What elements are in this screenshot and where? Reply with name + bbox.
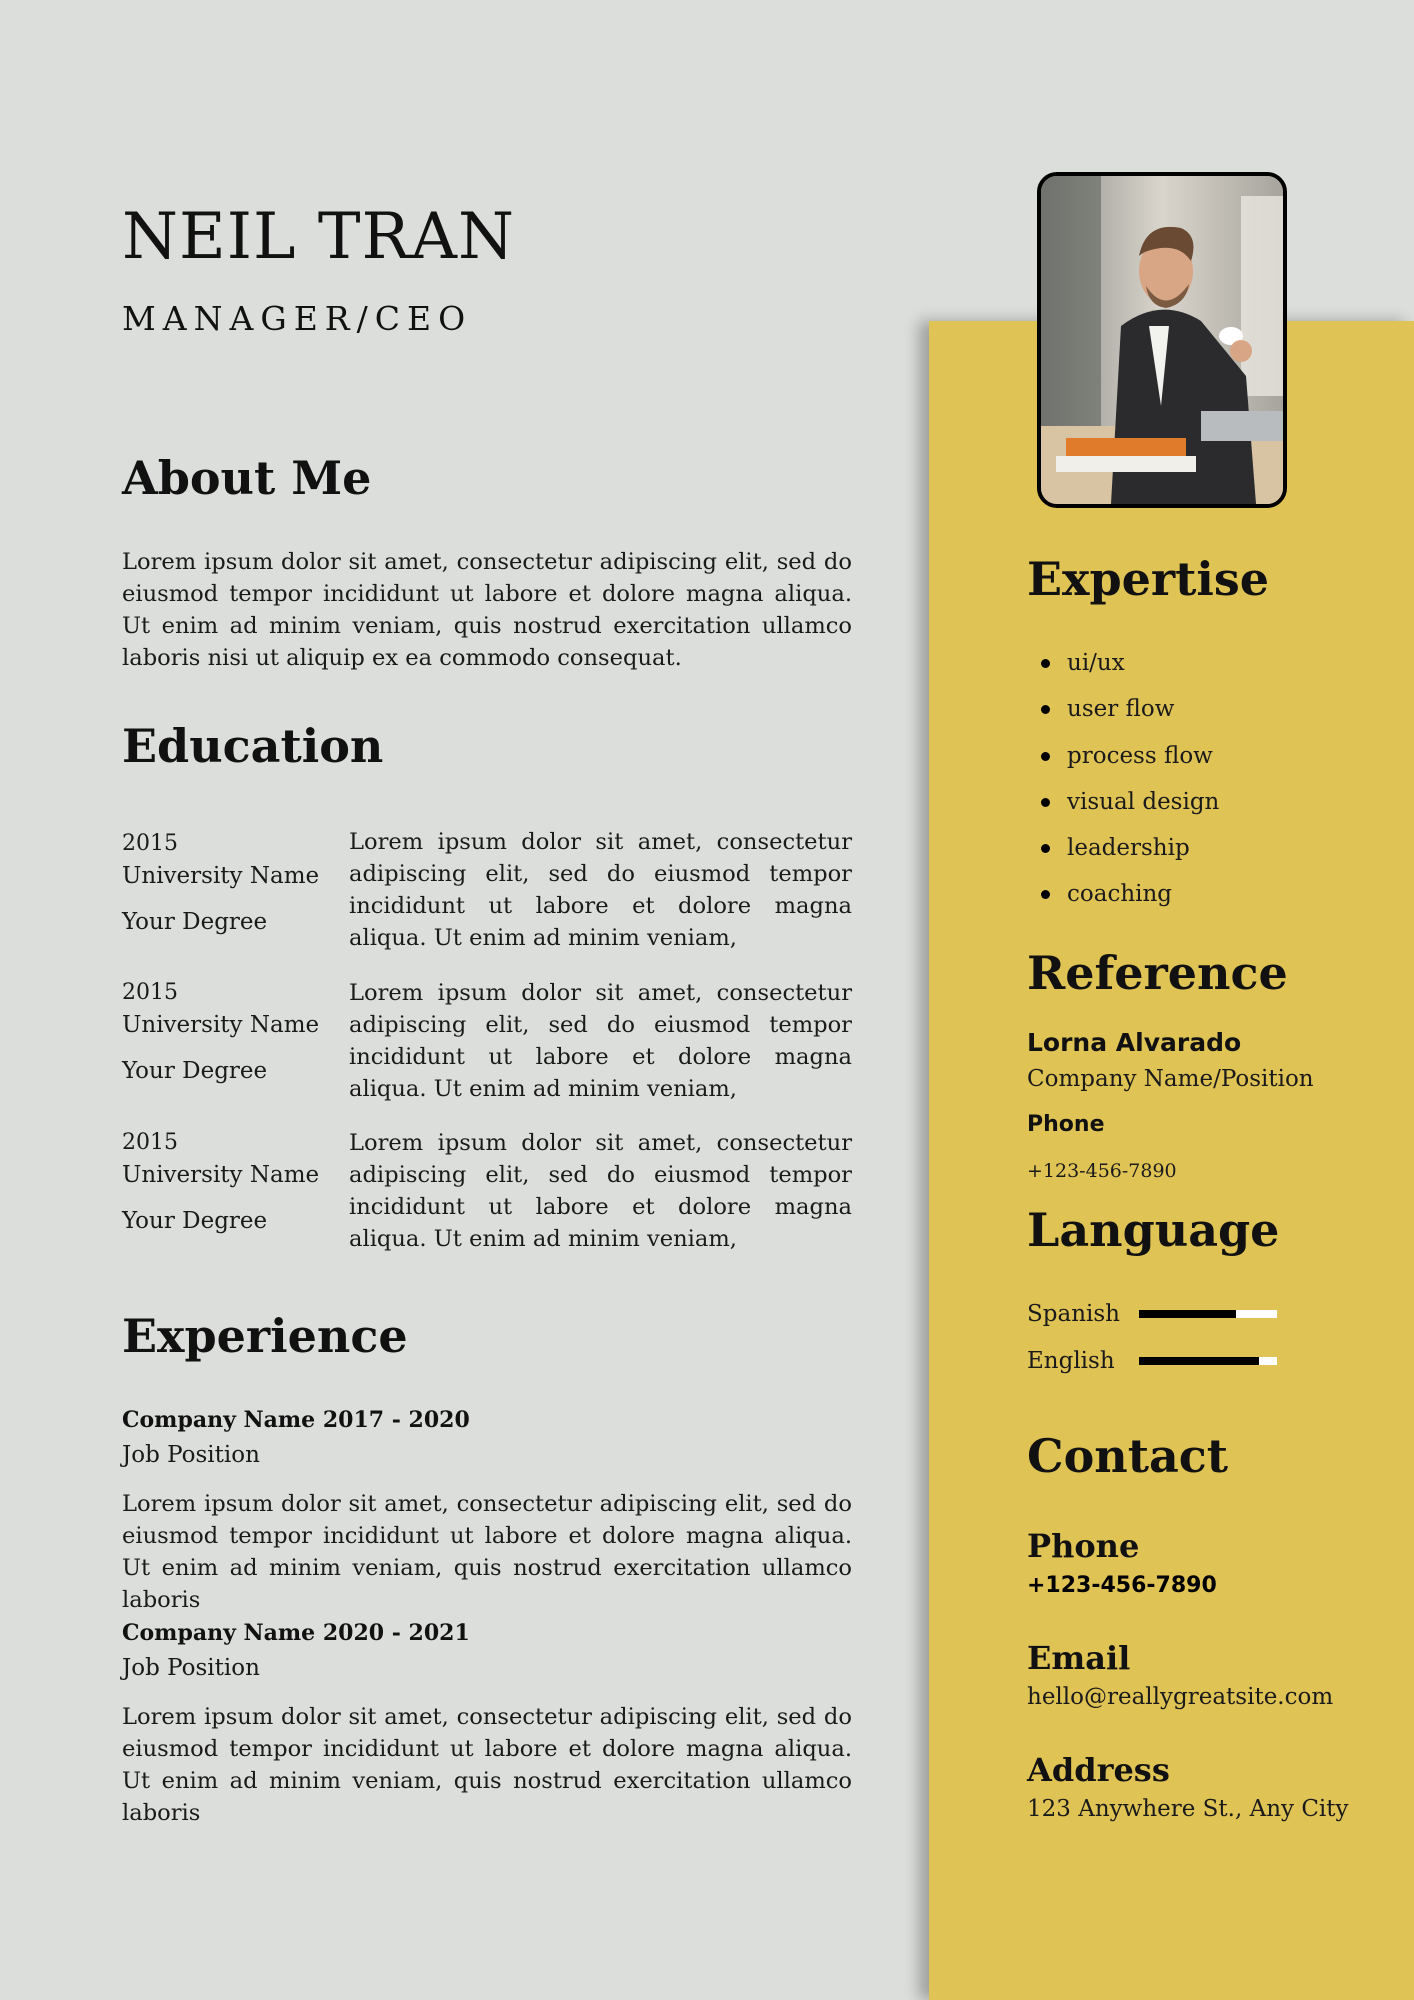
experience-company: Company Name 2020 - 2021 [122, 1620, 470, 1646]
language-name: Spanish [1027, 1301, 1120, 1327]
education-degree: Your Degree [122, 1208, 268, 1234]
experience-title: Experience [122, 1309, 408, 1363]
list-item: process flow [1027, 738, 1219, 784]
reference-company: Company Name/Position [1027, 1066, 1314, 1092]
education-text: Lorem ipsum dolor sit amet, consectetur adipiscing elit, sed do eiusmod tempor incididunt ut labore et dolore magna aliqua. Ut enim ad minim veniam, [349, 980, 852, 1102]
list-item: user flow [1027, 691, 1219, 737]
reference-phone: +123-456-7890 [1027, 1160, 1177, 1182]
education-school: University Name [122, 1162, 320, 1188]
person-role: MANAGER/CEO [122, 299, 473, 338]
experience-position: Job Position [122, 1442, 260, 1468]
list-item: coaching [1027, 876, 1219, 922]
reference-phone-label: Phone [1027, 1112, 1105, 1137]
language-row [1027, 1346, 1287, 1376]
education-degree: Your Degree [122, 1058, 268, 1084]
education-meta [122, 828, 342, 938]
language-row [1027, 1299, 1287, 1329]
language-name: English [1027, 1348, 1115, 1374]
language-level-bar [1139, 1357, 1277, 1365]
person-name: NEIL TRAN [122, 200, 515, 274]
education-school: University Name [122, 863, 320, 889]
about-text: Lorem ipsum dolor sit amet, consectetur adipiscing elit, sed do eiusmod tempor incididunt ut labore et dolore magna aliqua. Ut enim ad minim veniam, quis nostrud exercitation ullamco laboris nisi ut aliquip ex ea commodo consequat. [122, 549, 852, 671]
list-item: ui/ux [1027, 645, 1219, 691]
education-school: University Name [122, 1012, 320, 1038]
education-title: Education [122, 719, 384, 773]
expertise-list [1027, 645, 1219, 923]
education-meta [122, 977, 342, 1087]
experience-text: Lorem ipsum dolor sit amet, consectetur adipiscing elit, sed do eiusmod tempor incididunt ut labore et dolore magna aliqua. Ut enim ad minim veniam, quis nostrud exercitation ullamco laboris [122, 1491, 852, 1613]
education-year: 2015 [122, 980, 178, 1005]
contact-email-label: Email [1027, 1639, 1131, 1677]
contact-phone-label: Phone [1027, 1527, 1140, 1565]
reference-title: Reference [1027, 946, 1288, 1000]
education-degree: Your Degree [122, 909, 268, 935]
profile-photo [1037, 172, 1287, 508]
language-level-bar [1139, 1310, 1277, 1318]
contact-email: hello@reallygreatsite.com [1027, 1684, 1334, 1710]
about-title: About Me [122, 451, 372, 505]
contact-address: 123 Anywhere St., Any City [1027, 1796, 1349, 1822]
language-title: Language [1027, 1203, 1280, 1257]
education-text: Lorem ipsum dolor sit amet, consectetur adipiscing elit, sed do eiusmod tempor incididunt ut labore et dolore magna aliqua. Ut enim ad minim veniam, [349, 829, 852, 951]
experience-company: Company Name 2017 - 2020 [122, 1407, 470, 1433]
education-year: 2015 [122, 1130, 178, 1155]
list-item: visual design [1027, 784, 1219, 830]
expertise-title: Expertise [1027, 552, 1270, 606]
list-item: leadership [1027, 830, 1219, 876]
experience-text: Lorem ipsum dolor sit amet, consectetur adipiscing elit, sed do eiusmod tempor incididunt ut labore et dolore magna aliqua. Ut enim ad minim veniam, quis nostrud exercitation ullamco laboris [122, 1704, 852, 1826]
reference-name: Lorna Alvarado [1027, 1028, 1242, 1057]
education-meta [122, 1127, 342, 1237]
education-year: 2015 [122, 831, 178, 856]
language-level-fill [1139, 1357, 1259, 1365]
education-text: Lorem ipsum dolor sit amet, consectetur adipiscing elit, sed do eiusmod tempor incididunt ut labore et dolore magna aliqua. Ut enim ad minim veniam, [349, 1130, 852, 1252]
contact-title: Contact [1027, 1429, 1229, 1483]
language-level-fill [1139, 1310, 1236, 1318]
contact-phone: +123-456-7890 [1027, 1573, 1217, 1598]
experience-position: Job Position [122, 1655, 260, 1681]
contact-address-label: Address [1027, 1751, 1170, 1789]
